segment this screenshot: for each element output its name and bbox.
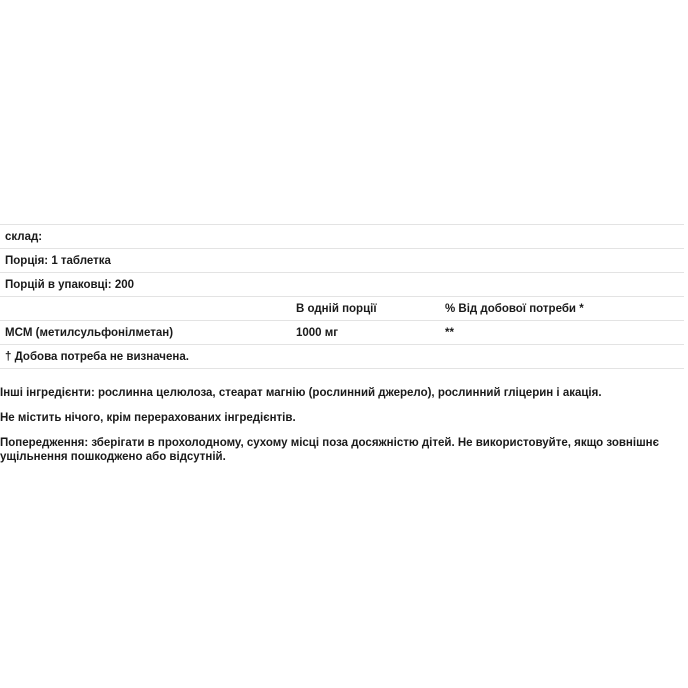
servings-per-container: Порцій в упаковці: 200 [5, 279, 135, 291]
facts-heading: склад: [5, 231, 43, 243]
serving-size-row [0, 248, 684, 272]
daily-value-footnote: † Добова потреба не визначена. [5, 351, 189, 363]
serving-size: Порція: 1 таблетка [5, 255, 111, 267]
ingredient-amount: 1000 мг [296, 327, 339, 339]
ingredient-name: MCM (метилсульфонілметан) [5, 327, 174, 339]
warning-line-2: ущільнення пошкоджено або відсутній. [0, 451, 226, 463]
column-header-row [0, 296, 684, 320]
supplement-facts-table [0, 224, 684, 369]
contains-nothing-text: Не містить нічого, крім перерахованих інгредієнтів. [0, 412, 296, 424]
servings-per-container-row [0, 272, 684, 296]
notes-section [0, 386, 684, 464]
ingredient-daily-value: ** [445, 327, 454, 339]
warning-text [0, 436, 684, 464]
ingredient-row [0, 320, 684, 344]
warning-line-1: Попередження: зберігати в прохолодному, сухому місці поза досяжністю дітей. Не використовуйте, якщо зовнішнє [0, 437, 659, 449]
footnote-row [0, 344, 684, 369]
facts-heading-row [0, 224, 684, 248]
amount-column-header: В одній порції [296, 303, 377, 315]
daily-value-column-header: % Від добової потреби * [445, 303, 584, 315]
other-ingredients-text: Інші інгредієнти: рослинна целюлоза, стеарат магнію (рослинний джерело), рослинний гліцерин і акація. [0, 387, 602, 399]
